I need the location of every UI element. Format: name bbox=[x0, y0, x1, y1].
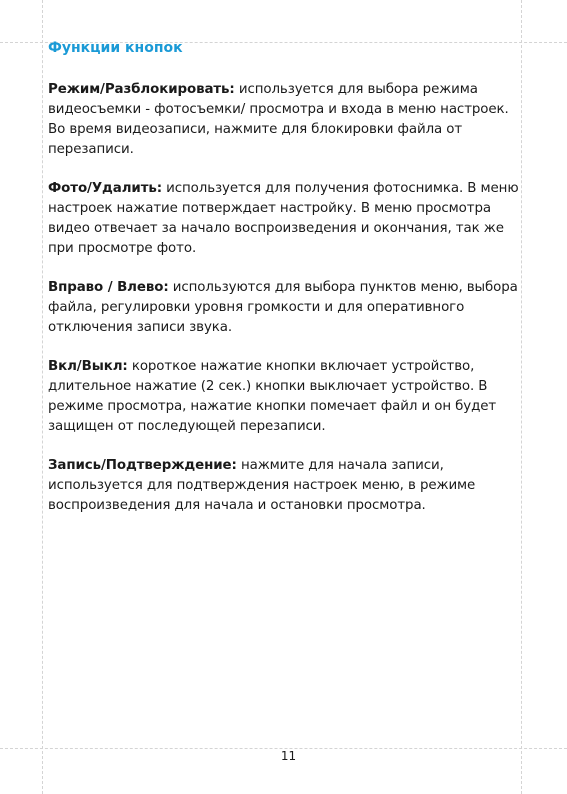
section-text: используется для выбора режима видеосъемки - фотосъемки/ просмотра и входа в меню настроек. Во время видеозаписи, нажмите для блокировки файла от перезаписи. bbox=[48, 82, 509, 157]
section-text: короткое нажатие кнопки включает устройство, длительное нажатие (2 сек.) кнопки выключает устройство. В режиме просмотра, нажатие кнопки помечает файл и он будет защищен от последующей перезаписи. bbox=[48, 359, 497, 434]
page-content bbox=[48, 38, 523, 535]
section-mode-unlock bbox=[48, 80, 523, 160]
section-term: Вправо / Влево: bbox=[48, 280, 169, 295]
section-term: Режим/Разблокировать: bbox=[48, 82, 235, 97]
section-term: Фото/Удалить: bbox=[48, 181, 162, 196]
section-power bbox=[48, 357, 523, 437]
section-record-confirm bbox=[48, 456, 523, 516]
section-text: нажмите для начала записи, используется для подтверждения настроек меню, в режиме воспроизведения для начала и остановки просмотра. bbox=[48, 458, 476, 513]
margin-guide-left bbox=[42, 0, 43, 794]
section-term: Вкл/Выкл: bbox=[48, 359, 128, 374]
section-text: используется для получения фотоснимка. В меню настроек нажатие потверждает настройку. В меню просмотра видео отвечает за начало воспроизведения и окончания, так же при просмотре фото. bbox=[48, 181, 519, 256]
section-photo-delete bbox=[48, 179, 523, 259]
page-number: 11 bbox=[280, 749, 297, 763]
section-right-left bbox=[48, 278, 523, 338]
section-term: Запись/Подтверждение: bbox=[48, 458, 237, 473]
page-title: Функции кнопок bbox=[48, 40, 183, 56]
section-text: используются для выбора пунктов меню, выбора файла, регулировки уровня громкости и для оперативного отключения записи звука. bbox=[48, 280, 518, 335]
